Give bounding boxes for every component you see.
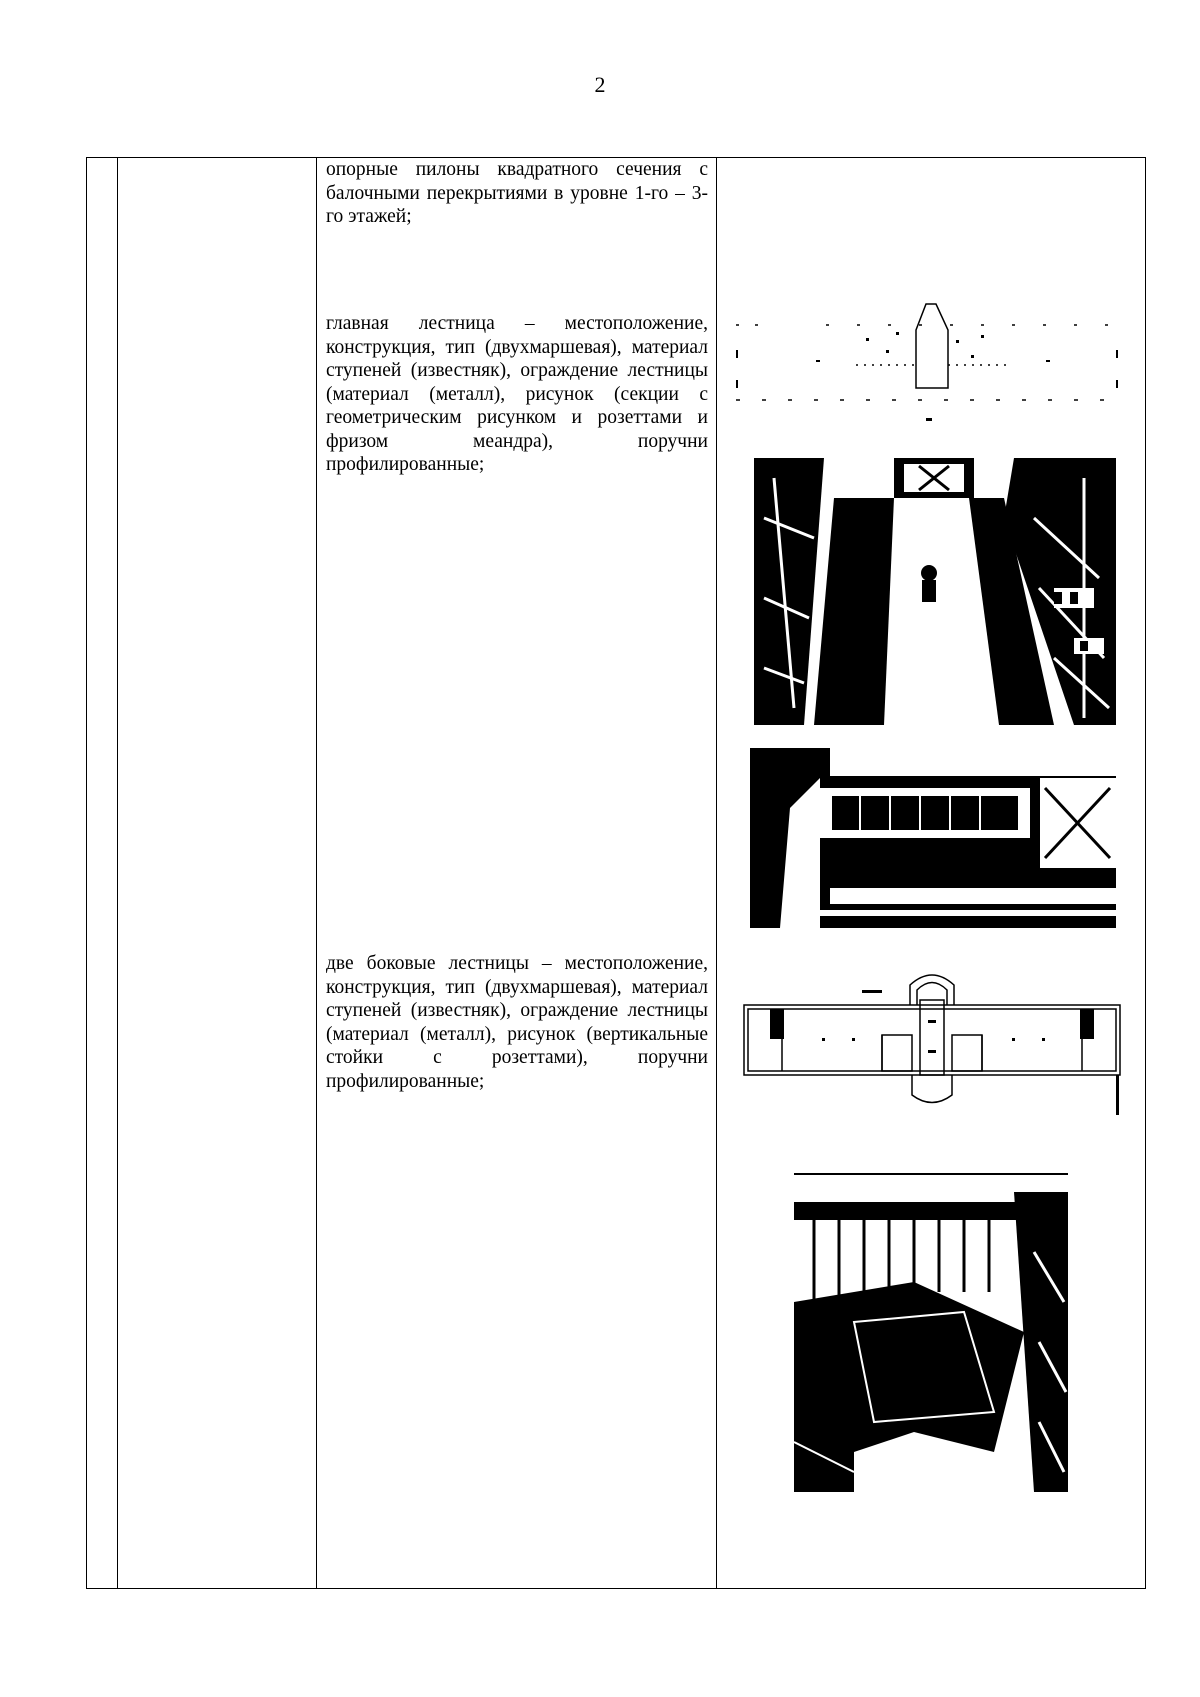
main-staircase-photo-top-view-image — [754, 458, 1116, 725]
column-divider-1 — [117, 158, 118, 1588]
column-divider-2 — [316, 158, 317, 1588]
floor-plan-fragment-icon — [736, 300, 1120, 425]
main-staircase-photo-landing-icon — [750, 748, 1116, 928]
row-text-main-staircase: главная лестница – местоположение, конструкция, тип (двухмаршевая), материал ступеней (известняк), ограждение лестницы (материал (металл), рисунок (секции с геометрическим рисунком и розеттами и фризом меандра), поручни профилированные; — [326, 313, 708, 475]
floor-plan-full-icon — [742, 960, 1122, 1120]
page-number: 2 — [594, 72, 606, 97]
main-staircase-photo-top-view-icon — [754, 458, 1116, 725]
main-staircase-photo-landing-image — [750, 748, 1116, 928]
floor-plan-fragment-image — [736, 300, 1120, 425]
side-staircase-photo-icon — [794, 1172, 1068, 1492]
column-divider-3 — [716, 158, 717, 1588]
row-text-pylons: опорные пилоны квадратного сечения с балочными перекрытиями в уровне 1-го – 3-го этажей; — [326, 159, 708, 227]
floor-plan-full-image — [742, 960, 1122, 1120]
side-staircase-photo-image — [794, 1172, 1068, 1492]
row-text-side-staircases: две боковые лестницы – местоположение, конструкция, тип (двухмаршевая), материал ступеней (известняк), ограждение лестницы (материал (металл), рисунок (вертикальные стойки с розеттами), поручни профилированные; — [326, 953, 708, 1092]
